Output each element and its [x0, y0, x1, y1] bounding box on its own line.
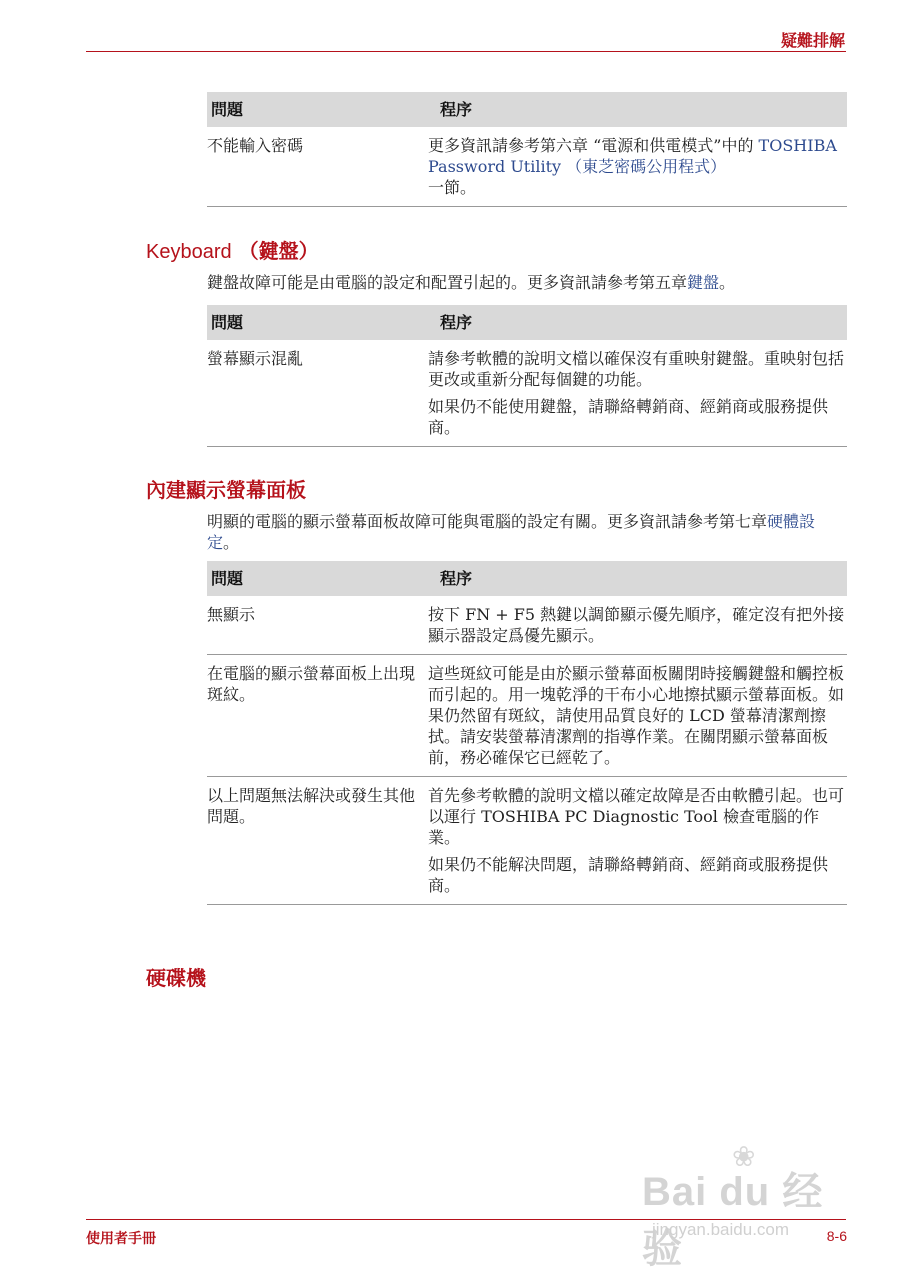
problem-cell: 不能輸入密碼 [207, 127, 428, 207]
header-rule [86, 51, 846, 52]
watermark-url: jingyan.baidu.com [652, 1220, 790, 1239]
procedure-cell [428, 655, 847, 777]
column-header-problem: 問題 [207, 561, 428, 596]
problem-cell: 在電腦的顯示螢幕面板上出現斑紋。 [207, 655, 428, 777]
footer-rule [86, 1219, 846, 1220]
procedure-paragraph: 這些斑紋可能是由於顯示螢幕面板關閉時接觸鍵盤和觸控板而引起的。用一塊乾淨的干布小心地擦拭顯示螢幕面板。如果仍然留有斑紋，請使用品質良好的 LCD 螢幕清潔劑擦拭。請安裝螢幕清潔劑的指導作業。在關閉顯示螢幕面板前，務必確保它已經乾了。 [428, 664, 845, 767]
display-section-heading: 內建顯示螢幕面板 [146, 478, 306, 502]
column-header-procedure: 程序 [428, 561, 847, 596]
keyboard-section-heading [146, 235, 319, 264]
table-row [207, 127, 847, 207]
procedure-paragraph: 按下 FN + F5 熱鍵以調節顯示優先順序，確定沒有把外接顯示器設定爲優先顯示。 [428, 605, 845, 645]
column-header-procedure: 程序 [428, 92, 847, 127]
column-header-problem: 問題 [207, 305, 428, 340]
column-header-procedure: 程序 [428, 305, 847, 340]
display-intro-end: 。 [223, 533, 240, 552]
procedure-paragraph: 首先參考軟體的說明文檔以確定故障是否由軟體引起。也可以運行 TOSHIBA PC Diagnostic Tool 檢查電腦的作業。 [428, 786, 845, 847]
page-number: 8-6 [826, 1228, 847, 1244]
keyboard-intro [207, 272, 847, 293]
procedure-paragraph: 如果仍不能使用鍵盤，請聯絡轉銷商、經銷商或服務提供商。 [428, 397, 829, 437]
password-utility-link[interactable]: TOSHIBA Password Utility （東芝密碼公用程式） [428, 136, 837, 176]
procedure-cell [428, 596, 847, 655]
table-row [207, 777, 847, 905]
procedure-cell [428, 340, 847, 447]
paw-icon: ❀ [732, 1141, 756, 1172]
watermark-brand: Bai du 经验 [642, 1170, 824, 1271]
baidu-watermark [642, 1140, 852, 1271]
column-header-problem: 問題 [207, 92, 428, 127]
procedure-cell [428, 127, 847, 207]
keyboard-chapter-link[interactable]: 鍵盤 [687, 273, 720, 292]
procedure-text: 更多資訊請參考第六章 “電源和供電模式”中的 [428, 136, 759, 155]
problem-cell: 無顯示 [207, 596, 428, 655]
display-table [207, 561, 847, 905]
keyboard-heading-latin: Keyboard [146, 241, 232, 263]
running-header-title: 疑難排解 [780, 31, 845, 50]
password-table [207, 92, 847, 207]
problem-cell: 螢幕顯示混亂 [207, 340, 428, 447]
display-intro-text: 明顯的電腦的顯示螢幕面板故障可能與電腦的設定有關。更多資訊請參考第七章 [207, 512, 768, 531]
procedure-cell [428, 777, 847, 905]
keyboard-intro-end: 。 [719, 273, 736, 292]
table-row [207, 655, 847, 777]
footer-manual-title: 使用者手冊 [86, 1231, 156, 1247]
procedure-paragraph: 如果仍不能解決問題，請聯絡轉銷商、經銷商或服務提供商。 [428, 855, 829, 895]
table-row [207, 596, 847, 655]
hdd-section-heading: 硬碟機 [146, 966, 206, 990]
procedure-paragraph: 請參考軟體的說明文檔以確保沒有重映射鍵盤。重映射包括更改或重新分配每個鍵的功能。 [428, 349, 845, 389]
procedure-text-end: 一節。 [428, 178, 477, 197]
hardware-chapter-link[interactable]: 硬體設定 [207, 512, 816, 552]
keyboard-intro-text: 鍵盤故障可能是由電腦的設定和配置引起的。更多資訊請參考第五章 [207, 273, 688, 292]
table-row [207, 340, 847, 447]
keyboard-heading-cjk: （鍵盤） [238, 239, 319, 263]
problem-cell: 以上問題無法解決或發生其他問題。 [207, 777, 428, 905]
keyboard-table [207, 305, 847, 447]
display-intro [207, 511, 847, 553]
